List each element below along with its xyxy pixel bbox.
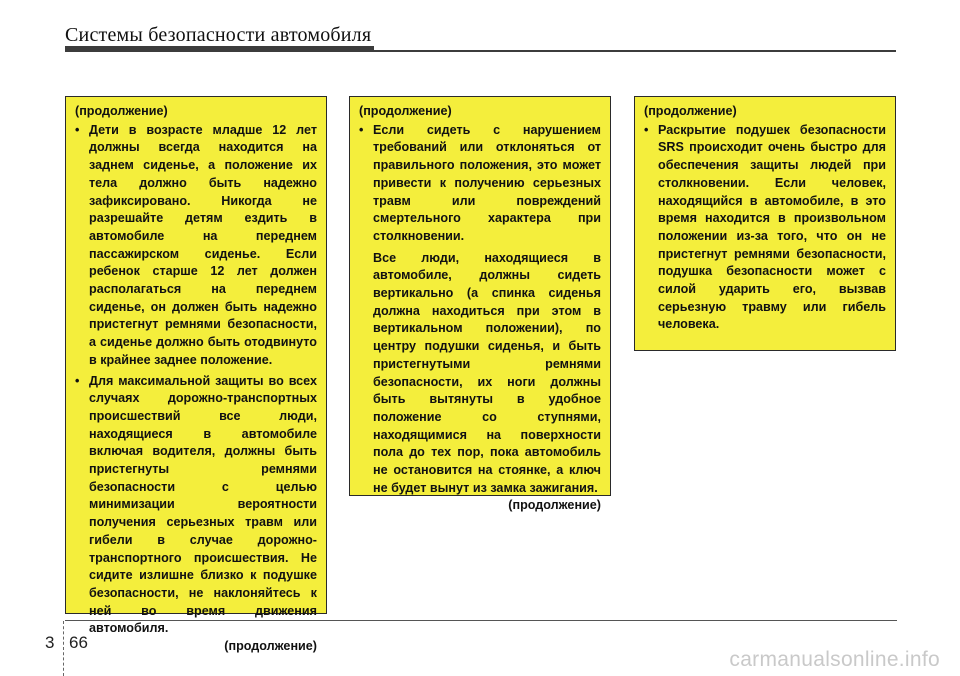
- continued-top-label: (продолжение): [75, 104, 168, 118]
- footer-divider: [63, 621, 64, 676]
- bullet-text: Если сидеть с нарушением требований или отклоняться от правильного положения, это может привести к получению серьезных травм или повреждений смертельного характера при столкновении.: [373, 122, 601, 243]
- bullet-text: Для максимальной защиты во всех случаях дорожно-транспортных происшествий все люди, находящиеся в автомобиле включая водителя, должны быть пристегнуты ремнями безопасности с целью минимизации вероятности получения серьезных травм или гибели в случае дорожно-транспортного происшествия. Не сидите излишне близко к подушке безопасности, не наклоняйтесь к ней во время движения автомобиля.: [89, 373, 317, 636]
- header-rule-thin: [374, 50, 896, 52]
- list-item: [644, 122, 886, 334]
- header-rule-thick: [65, 46, 374, 52]
- bullet-icon: •: [359, 122, 364, 137]
- list-item: [359, 122, 601, 246]
- warning-panel-middle: [349, 96, 611, 513]
- continued-top-label: (продолжение): [359, 104, 452, 118]
- bullet-text: Дети в возрасте младше 12 лет должны всегда находится на заднем сиденье, а положение их тела должно быть надежно зафиксировано. Никогда не разрешайте детям ездить в автомобиле на переднем пассажирском сиденье. Если ребенок старше 12 лет должен располагаться на переднем сиденье, он должен быть надежно пристегнут ремнями безопасности, а сиденье должно быть отодвинуто в крайнее заднее положение.: [89, 122, 317, 367]
- page-number: 66: [69, 633, 88, 652]
- list-item: [75, 373, 317, 639]
- continued-bottom-label: (продолжение): [508, 498, 601, 513]
- bullet-icon: •: [75, 373, 80, 388]
- bullet-icon: •: [75, 122, 80, 137]
- body-paragraph: Все люди, находящиеся в автомобиле, должны сидеть вертикально (а спинка сиденья должна находиться при этом в вертикальном положении), по центру подушки сиденья, и быть пристегнутыми ремнями безопасности, их ноги должны быть вытянуты в удобное положение со ступнями, находящимися на поверхности пола до тех пор, пока автомобиль не остановится на стоянке, а ключ не будет вынут из замка зажигания.: [373, 250, 601, 495]
- bullet-text: Раскрытие подушек безопасности SRS происходит очень быстро для обеспечения защиты людей при столкновении. Если человек, находящийся в автомобиле, в это время находится в произвольном положении из-за того, что он не пристегнут ремнями безопасности, подушка безопасности может с силой ударить его, вызвав серьезную травму или гибель человека.: [658, 122, 886, 332]
- bullet-icon: •: [644, 122, 649, 137]
- page-header-title: Системы безопасности автомобиля: [65, 24, 372, 46]
- footer-rule: [65, 620, 897, 621]
- watermark: carmanualsonline.info: [729, 648, 940, 671]
- continued-bottom-label: (продолжение): [224, 639, 317, 654]
- continued-top-label: (продолжение): [644, 104, 737, 118]
- warning-panel-right: [634, 96, 896, 351]
- chapter-number: 3: [45, 633, 55, 652]
- list-item: [75, 122, 317, 370]
